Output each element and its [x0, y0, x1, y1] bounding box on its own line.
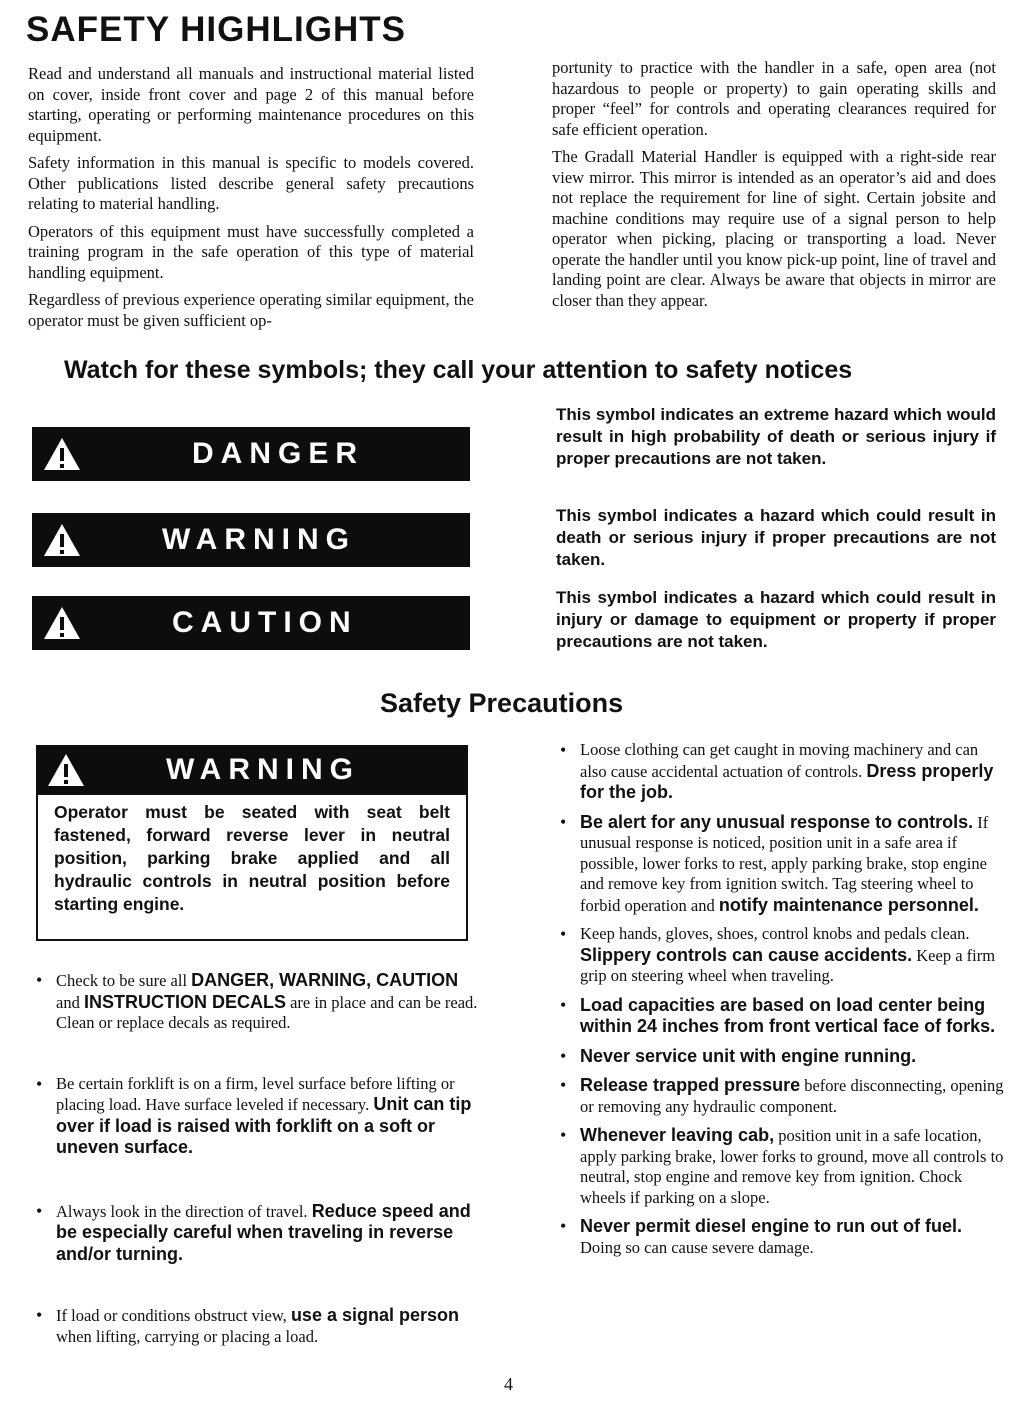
precautions-heading: Safety Precautions — [380, 688, 624, 718]
page-number: 4 — [504, 1374, 513, 1394]
list-item: • Always look in the direction of travel. Reduce speed and be especially careful when traveling in reverse and/or turning. — [34, 1201, 482, 1266]
list-item: • Load capacities are based on load center being within 24 inches from front vertical face of forks. — [558, 995, 1004, 1038]
warning-notice-text: Operator must be seated with seat belt fastened, forward reverse lever in neutral position, parking brake applied and all hydraulic controls in neutral position before starting engine. — [54, 802, 450, 914]
caution-definition: This symbol indicates a hazard which could result in injury or damage to equipment or property if proper precautions are not taken. — [556, 588, 996, 651]
danger-signal-bar — [32, 427, 470, 481]
intro-paragraph: Regardless of previous experience operating similar equipment, the operator must be given sufficient op- — [28, 290, 474, 330]
caution-definition-block — [556, 587, 996, 653]
caution-word: CAUTION — [172, 606, 358, 639]
list-item: • Loose clothing can get caught in moving machinery and can also cause accidental actuation of controls. Dress properly for the job. — [558, 740, 1004, 804]
danger-definition: This symbol indicates an extreme hazard which would result in high probability of death or serious injury if proper precautions are not taken. — [556, 405, 996, 468]
caution-signal-bar — [32, 596, 470, 650]
intro-left-column — [28, 64, 474, 338]
warning-triangle-icon — [36, 743, 96, 797]
warning-triangle-icon — [32, 427, 92, 481]
right-precaution-list — [558, 740, 1004, 1258]
intro-paragraph: The Gradall Material Handler is equipped with a right-side rear view mirror. This mirror is intended as an operator’s aid and does not replace the requirement for line of sight. Certain jobsite and machine conditions may require use of a signal person to help operator when picking, placing or transporting a load. Never operate the handler until you know pick-up point, line of travel and landing point are clear. Always be aware that objects in mirror are closer than they appear. — [552, 147, 996, 310]
list-item: • Never permit diesel engine to run out of fuel. Doing so can cause severe damage. — [558, 1216, 1004, 1258]
intro-right-column — [552, 58, 996, 318]
list-item: • Release trapped pressure before disconnecting, opening or removing any hydraulic component. — [558, 1075, 1004, 1117]
warning-definition: This symbol indicates a hazard which could result in death or serious injury if proper precautions are not taken. — [556, 506, 996, 569]
warning-notice-word: WARNING — [166, 753, 360, 786]
warning-signal-bar — [32, 513, 470, 567]
intro-paragraph: Operators of this equipment must have successfully completed a training program in the safe operation of this type of material handling equipment. — [28, 221, 474, 282]
warning-triangle-icon — [32, 513, 92, 567]
danger-definition-block — [556, 404, 996, 470]
page-title: SAFETY HIGHLIGHTS — [26, 10, 406, 49]
list-item: • If load or conditions obstruct view, use a signal person when lifting, carrying or placing a load. — [34, 1305, 482, 1347]
warning-triangle-icon — [32, 596, 92, 650]
intro-paragraph: Read and understand all manuals and instructional material listed on cover, inside front cover and page 2 of this manual before starting, operating or performing maintenance procedures on this equipment. — [28, 64, 474, 145]
intro-paragraph: Safety information in this manual is specific to models covered. Other publications listed describe general safety precautions relating to material handling. — [28, 153, 474, 213]
warning-notice-header — [36, 745, 468, 795]
warning-word: WARNING — [162, 523, 356, 556]
left-precaution-list — [34, 970, 482, 1347]
warning-notice-box — [36, 745, 468, 941]
list-item: • Be certain forklift is on a firm, level surface before lifting or placing load. Have surface leveled if necessary. Unit can tip over if load is raised with forklift on a soft or uneven surface. — [34, 1074, 482, 1159]
list-item: • Check to be sure all DANGER, WARNING, CAUTION and INSTRUCTION DECALS are in place and can be read. Clean or replace decals as required. — [34, 970, 482, 1034]
list-item: • Whenever leaving cab, position unit in a safe location, apply parking brake, lower forks to ground, move all controls to neutral, stop engine and remove key from ignition. Chock wheels if parking on a slope. — [558, 1125, 1004, 1208]
warning-definition-block — [556, 505, 996, 571]
danger-word: DANGER — [192, 437, 365, 470]
symbols-heading: Watch for these symbols; they call your attention to safety notices — [64, 356, 853, 384]
list-item: • Keep hands, gloves, shoes, control knobs and pedals clean. Slippery controls can cause accidents. Keep a firm grip on steering wheel when traveling. — [558, 924, 1004, 987]
intro-paragraph: portunity to practice with the handler in a safe, open area (not hazardous to people or property) to gain operating skills and proper “feel” for controls and operating clearances required for safe efficient operation. — [552, 58, 996, 139]
list-item: • Be alert for any unusual response to controls. If unusual response is noticed, position unit in a safe area if possible, lower forks to rest, apply parking brake, stop engine and remove key from ignition switch. Tag steering wheel to forbid operation and notify maintenance personnel. — [558, 812, 1004, 917]
list-item: • Never service unit with engine running. — [558, 1046, 1004, 1068]
